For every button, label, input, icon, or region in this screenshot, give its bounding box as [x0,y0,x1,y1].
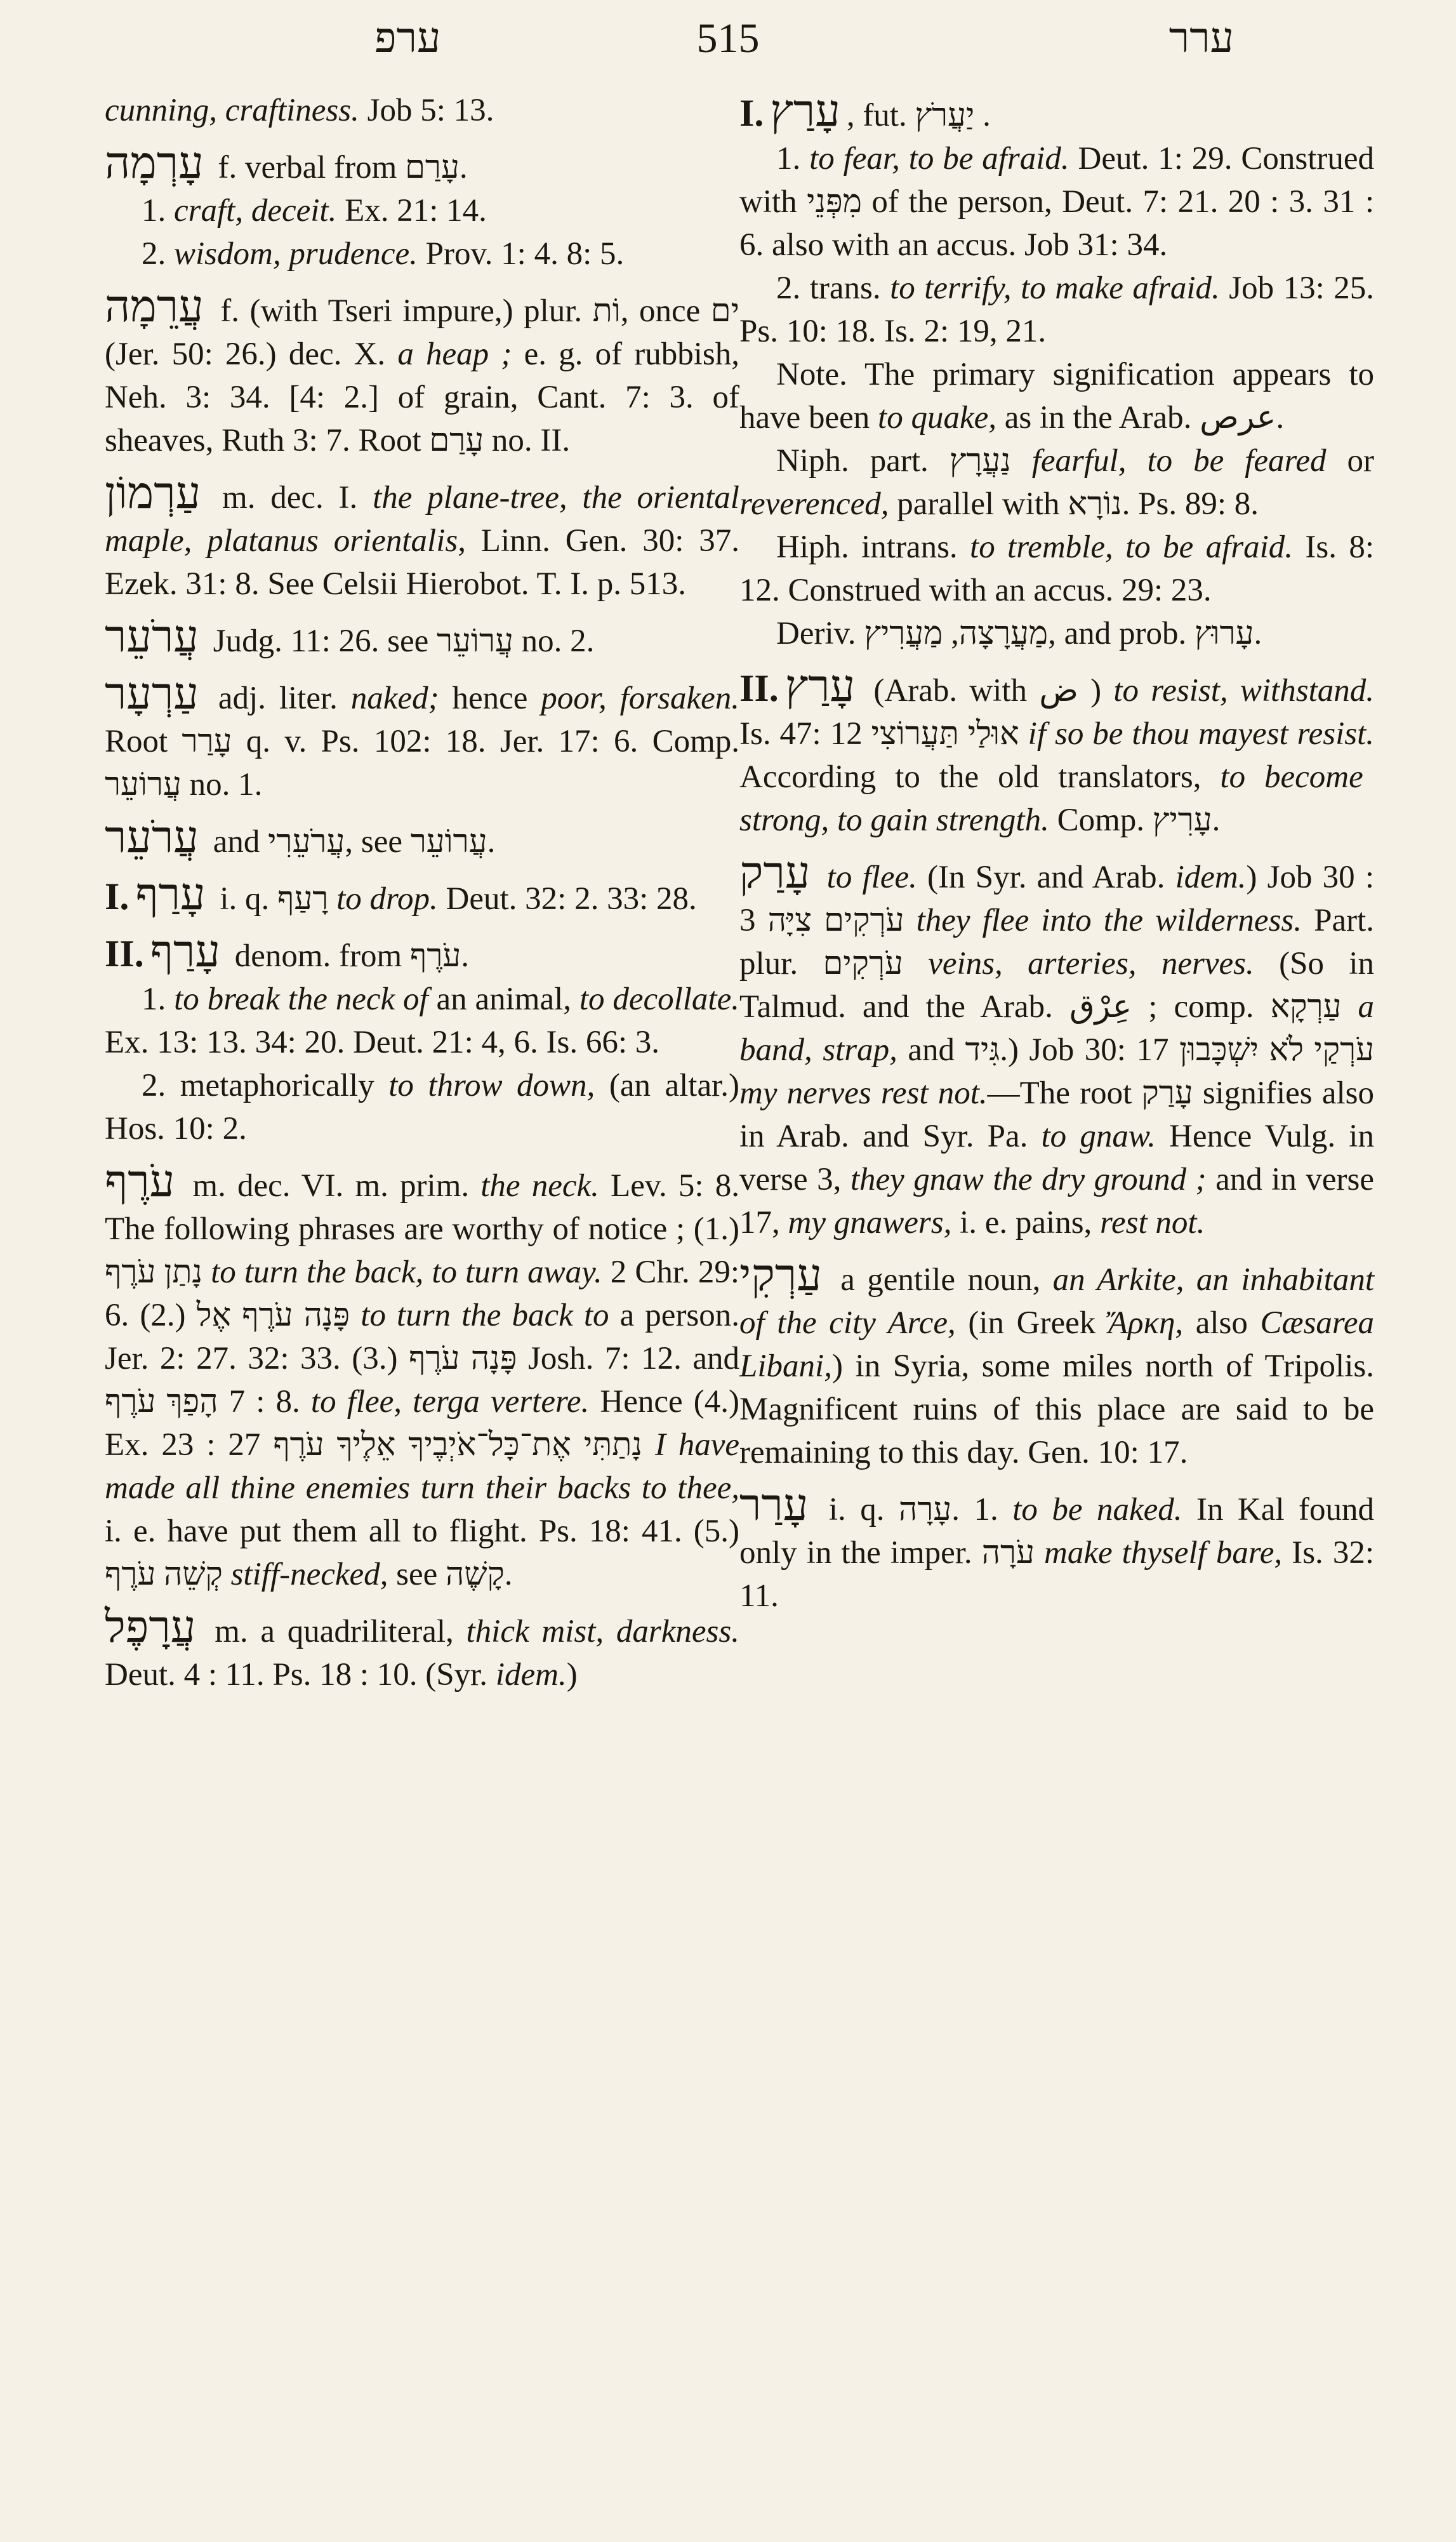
entry-text: m. dec. VI. m. prim. [181,1168,481,1204]
entry-text: Hence Vulg. in verse 3, [739,1119,1374,1197]
entry-text: an animal, [428,982,579,1017]
entry-text: Part. plur. [739,903,1374,982]
gloss-italic: make thyself bare, [1044,1535,1283,1571]
entry-text: Note. The primary signification appears to have been [739,357,1374,436]
hebrew-term: עָרָה [899,1492,952,1527]
dictionary-entry [739,846,1375,1244]
entry-text: no. II. [484,423,571,458]
headword: עָרַר [739,1479,809,1531]
entry-text: (So in Talmud. and the Arab. [739,946,1375,1025]
gloss-italic: reverenced, [739,486,889,522]
gloss-italic: to terrify, to make afraid. [890,270,1220,306]
entry-text: Root [105,724,182,759]
page-number: 515 [696,15,760,62]
entry-text: 7 : 8. [218,1384,311,1420]
entry-text: Lev. 5: 8. The following phrases are worthy of notice ; (1.) [105,1168,739,1247]
entry-text: 1. [142,982,175,1017]
hebrew-term: עֲרֹעֵרִי [268,824,345,860]
entry-text: 2. [142,236,174,272]
entry-text: a person. Jer. 2: 27. 32: 33. (3.) [105,1298,740,1376]
hebrew-term: רָעַף [277,881,329,917]
entry-text [1341,989,1358,1025]
entry-text: Deut. 4 : 11. Ps. 18 : 10. (Syr. [105,1657,496,1693]
hebrew-term: מַעֲרָצָה, מַעֲרִיץ [864,616,1049,651]
hebrew-term: נוֹרָא [1068,486,1122,522]
entry-text: .) Job 30: 17 [1000,1032,1179,1068]
entry-text: , once [620,293,711,329]
hebrew-term: אוּלַי תַּעֲרוֹצִי [871,716,1019,752]
entry-text [223,1557,231,1592]
headword: עָרַץ [784,660,856,712]
gloss-italic: the neck. [480,1168,599,1204]
headword: עָרְמָה [105,136,204,189]
gloss-italic: a band, strap, [739,989,1375,1068]
entry-text: no. 2. [513,623,595,659]
entry-number: I. [105,875,129,917]
entry-text: hence [439,681,541,716]
hebrew-term: ים [710,293,739,329]
entry-text: and in verse 17, [739,1162,1374,1241]
gloss-italic: Cæsarea Libani, [739,1305,1375,1384]
entry-text: . 1. [951,1492,1013,1527]
hebrew-term: עָרַם [405,150,460,185]
gloss-italic: to break the neck of [174,982,428,1017]
entry-text: Linn. Gen. 30: 37. Ezek. 31: 8. See Celsii Hierobot. T. I. p. 513. [105,523,739,602]
gloss-italic: craft, deceit. [174,193,337,229]
entry-text: , see [345,824,411,860]
headword: עֲרֹעֵר [105,811,199,863]
entry-text: ) Job 30 : 3 [739,860,1375,938]
gloss-italic: to decollate. [579,982,739,1017]
hebrew-term: عِرْق [1069,989,1132,1025]
hebrew-term: יַעֲרֹץ [915,98,975,133]
entry-sense [739,267,1374,353]
entry-text: i. q. [211,881,278,917]
left-column [105,89,739,1705]
hebrew-term: קְשֵׁה עֹרֶף [105,1557,223,1592]
gloss-italic: Ἄρκη, [1108,1305,1184,1341]
entry-text [642,1427,655,1463]
hebrew-term: נַעֲרָץ [949,443,1011,479]
entry-text: Job 5: 13. [359,93,494,128]
hebrew-term: עָרַר [182,724,232,759]
hebrew-term: עָרַם [429,423,484,458]
entry-text: . [504,1557,513,1592]
hebrew-term: עֲרוֹעֵר [105,767,182,802]
entry-text: Is. 8: 12. Construed with an accus. 29: 23. [739,529,1374,608]
gloss-italic: to flee, terga vertere. [310,1384,590,1420]
entry-text: of the person, Deut. 7: 21. 20 : 3. 31 : 6. also with an accus. Job 31: 34. [739,184,1374,263]
dictionary-entry [105,868,739,921]
entry-text: see [388,1557,446,1592]
gloss-italic: my nerves rest not. [739,1075,988,1111]
hebrew-term: עֹרְקִים צִיָּה [767,903,904,938]
entry-text [328,881,336,917]
entry-text: (in Greek [955,1305,1108,1341]
entry-text: , fut. [846,98,915,133]
gloss-italic: rest not. [1100,1205,1205,1241]
entry-text: ) [566,1657,578,1693]
gloss-italic: veins, arteries, nerves. [928,946,1254,982]
entry-text: Is. 47: 12 [739,716,871,752]
entry-text: adj. liter. [205,681,351,716]
entry-text: 2 Chr. 29: 6. (2.) [105,1254,740,1333]
entry-text: Prov. 1: 4. 8: 5. [417,236,625,272]
entry-text [903,946,928,982]
gloss-italic: to resist, withstand. [1113,673,1374,709]
headword: עָרַף [150,925,220,977]
hebrew-term: عرص [1200,400,1276,436]
hebrew-term: עֹרֶף [409,938,461,974]
entry-text: Comp. [1049,802,1153,838]
hebrew-term: עָרַק [1141,1075,1193,1111]
entry-text: and [897,1032,965,1068]
headword: עָרַף [135,868,206,920]
entry-text: Josh. 7: 12. and [517,1341,739,1376]
entry-text: signifies also in Arab. and Syr. Pa. [739,1075,1374,1154]
gloss-italic: thick mist, darkness. [466,1614,739,1649]
gloss-italic: wisdom, prudence. [174,236,418,272]
gloss-italic: they gnaw the dry ground ; [850,1162,1207,1197]
entry-text: In Kal found only in the imper. [739,1492,1375,1571]
gloss-italic: to become strong, to gain strength. [739,759,1363,838]
entry-text: Deut. 32: 2. 33: 28. [437,881,697,917]
entry-number: I. [739,92,764,134]
entry-text: and [205,824,268,860]
gloss-italic: I have made all thine enemies turn their backs to thee, [105,1427,740,1506]
entry-sense [739,439,1374,526]
entry-text: 1. [142,193,174,229]
entry-text: . [974,98,991,133]
hebrew-term: עֲרוֹעֵר [437,623,513,659]
entry-text: —The root [987,1075,1142,1111]
entry-text: Ex. 13: 13. 34: 20. Deut. 21: 4, 6. Is. 66: 3. [105,1025,660,1060]
entry-number: II. [105,933,144,975]
dictionary-entry [105,89,739,132]
gloss-italic: an Arkite, an inhabitant of the city Arce, [739,1262,1374,1341]
hebrew-term: עֹרְקַי לֹא יִשְׁכָּבוּן [1179,1032,1375,1068]
gloss-italic: to be naked. [1012,1492,1182,1527]
entry-text: . [1212,802,1221,838]
gloss-italic: my gnawers, [788,1205,952,1241]
entry-text: m. a quadriliteral, [202,1614,467,1649]
hebrew-term: עֲרוֹעֵר [410,824,487,860]
entry-text: According to the old translators, [739,759,1221,795]
entry-text: , and prob. [1048,616,1195,651]
headword: עֲרֹעֵר [105,610,199,662]
entry-text: parallel with [889,486,1068,522]
entry-text: no. 1. [181,767,263,802]
hebrew-term: ض [1039,673,1078,709]
gloss-italic: idem. [495,1657,567,1693]
entry-text: f. (with Tseri impure,) plur. [209,293,593,329]
hebrew-term: עָרוּץ [1194,616,1254,651]
hebrew-term: פָּנָה עֹרֶף אֶל [196,1298,350,1333]
headword: עַרְעָר [105,667,199,719]
entry-text [1011,443,1032,479]
hebrew-term: נָתַן עֹרֶף [105,1254,203,1290]
entry-text: . [461,938,470,974]
headword: עַרְקִי [739,1249,822,1301]
entry-sense [739,526,1374,612]
entry-text: q. v. Ps. 102: 18. Jer. 17: 6. Comp. [232,724,740,759]
gloss-italic: naked; [350,681,439,716]
entry-text: (an altar.) Hos. 10: 2. [105,1068,739,1147]
headword: עֲרָפֶל [105,1600,196,1653]
hebrew-term: הָפַךְ עֹרֶף [105,1384,218,1420]
entry-text: 2. trans. [776,270,890,306]
entry-number: II. [739,667,779,709]
entry-text: . Ps. 89: 8. [1122,486,1259,522]
entry-text: (Jer. 50: 26.) dec. X. [105,336,398,372]
dictionary-entry [105,1600,739,1696]
entry-text: e. g. of rubbish, Neh. 3: 34. [4: 2.] of grain, Cant. 7: 3. of sheaves, Ruth 3: 7. Root [105,336,740,458]
gloss-italic: to turn the back to [361,1298,609,1333]
entry-text: a gentile noun, [828,1262,1053,1298]
entry-text: Hence (4.) Ex. 23 : 27 [105,1384,739,1463]
gloss-italic: a heap ; [397,336,512,372]
dictionary-entry [105,280,740,462]
dictionary-entry [105,667,740,806]
gloss-italic: to drop. [336,881,438,917]
gloss-italic: to throw down, [388,1068,595,1103]
gloss-italic: cunning, craftiness. [105,93,359,128]
gloss-italic: to turn the back, to turn away. [211,1254,602,1290]
entry-text: . [1276,400,1285,436]
entry-text [904,903,917,938]
entry-text: also [1183,1305,1261,1341]
hebrew-term: עָרִיץ [1152,802,1212,838]
entry-text: 2. metaphorically [142,1068,389,1103]
entry-text: i. e. have put them all to flight. Ps. 18: 41. (5.) [105,1514,739,1549]
entry-sense [105,978,739,1064]
gloss-italic: the plane-tree, the oriental maple, platanus orientalis, [105,480,739,559]
hebrew-term: עֹרָה [981,1535,1035,1571]
entry-text: f. verbal from [209,150,406,185]
right-column [739,84,1375,1627]
dictionary-entry [739,1249,1375,1474]
gloss-italic: idem. [1175,860,1247,895]
gloss-italic: fearful, to be feared [1031,443,1327,479]
entry-text: . [1254,616,1262,651]
dictionary-entry [105,610,739,663]
entry-text: Is. 32: 11. [739,1535,1375,1614]
headword: עָרַץ [770,84,840,136]
gloss-italic: stiff-necked, [230,1557,388,1592]
entry-text [816,860,826,895]
entry-text: . [459,150,468,185]
entry-text: 1. [776,141,810,176]
entry-sense [105,189,739,232]
hebrew-term: נָתַתִּי אֶת־כָּל־אֹיְבֶיךָ אֵלֶיךָ עֹרֶף [273,1427,642,1463]
entry-text: Hiph. intrans. [776,529,970,565]
left-guide-word: ערפ [374,15,441,62]
entry-text: Job 13: 25. Ps. 10: 18. Is. 2: 19, 21. [739,270,1374,349]
entry-text: Deut. 1: 29. Construed with [739,141,1374,220]
dictionary-entry [739,660,1375,842]
dictionary-entry [105,811,739,863]
hebrew-term: קָשֶׁה [446,1557,505,1592]
entry-text [1035,1535,1044,1571]
gloss-italic: to flee. [826,860,917,895]
entry-sense [739,353,1374,439]
entry-text: Ex. 21: 14. [336,193,487,229]
gloss-italic: they flee into the wilderness. [916,903,1302,938]
headword: עֹרֶף [105,1155,175,1207]
hebrew-term: מִפְּנֵי [807,184,863,220]
dictionary-entry [105,467,739,606]
headword: עַרְמוֹן [105,467,201,519]
entry-sense [739,612,1374,655]
hebrew-term: גִּיד [965,1032,1000,1068]
entry-text: ) [1078,673,1114,709]
entry-text: Niph. part. [776,443,950,479]
gloss-italic: to fear, to be afraid. [809,141,1069,176]
entry-text: ; comp. [1132,989,1271,1025]
hebrew-term: פָּנָה עֹרֶף [408,1341,517,1376]
entry-text: (In Syr. and Arab. [917,860,1175,895]
entry-text: i. q. [814,1492,899,1527]
entry-sense [105,1064,739,1150]
entry-text: or [1326,443,1375,479]
hebrew-term: וֹת [592,293,621,329]
dictionary-entry [105,136,739,276]
gloss-italic: to gnaw. [1041,1119,1156,1154]
entry-sense [105,232,739,276]
entry-text: i. e. pains, [951,1205,1101,1241]
right-guide-word: ערר [1168,15,1234,62]
entry-text [202,1254,211,1290]
gloss-italic: if so be thou mayest resist. [1028,716,1375,752]
dictionary-entry [739,84,1375,655]
entry-text: (Arab. with [861,673,1040,709]
entry-text: . [487,824,496,860]
entry-text: Judg. 11: 26. see [205,623,437,659]
running-header [95,10,1361,67]
dictionary-entry [105,1155,740,1596]
entry-text [350,1298,361,1333]
entry-text: as in the Arab. [996,400,1200,436]
entry-text: ) in Syria, some miles north of Tripolis. Magnificent ruins of this place are said to be remaining to this day. Gen. 10: 17. [739,1348,1374,1470]
gloss-italic: poor, forsaken. [541,681,739,716]
headword: עָרַק [739,846,811,898]
headword: עֲרֵמָה [105,280,204,332]
entry-text: denom. from [226,938,410,974]
entry-text [1019,716,1028,752]
entry-text: Deriv. [776,616,864,651]
entry-text: m. dec. I. [207,480,373,516]
dictionary-entry [739,1479,1375,1618]
gloss-italic: to tremble, to be afraid. [970,529,1294,565]
entry-sense [739,137,1374,267]
dictionary-entry [105,925,739,1150]
hebrew-term: עֹרְקִים [823,946,903,982]
gloss-italic: to quake, [878,400,996,436]
hebrew-term: עַרְקָא [1270,989,1342,1025]
